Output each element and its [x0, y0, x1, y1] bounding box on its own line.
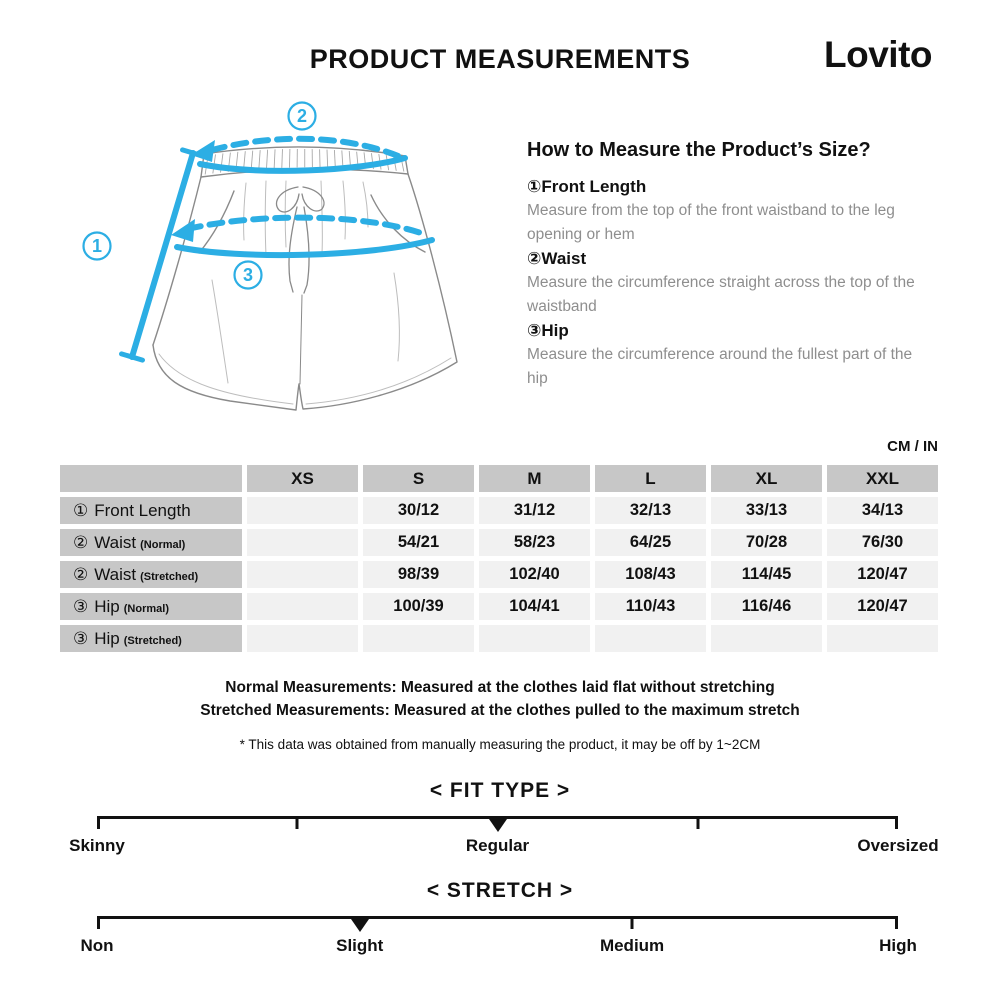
size-value-cell: 70/28 [711, 529, 822, 556]
drawstring [276, 187, 323, 293]
size-col-header: L [595, 465, 706, 492]
hip-solid-line [177, 240, 432, 255]
scale-label: Medium [599, 936, 665, 955]
item-name: Hip [541, 321, 569, 340]
size-col-header: XL [711, 465, 822, 492]
item-name: Front Length [541, 177, 647, 196]
size-value-cell: 98/39 [363, 561, 474, 588]
size-value-cell: 100/39 [363, 593, 474, 620]
size-value-cell [595, 625, 706, 652]
row-label: Front Length [94, 501, 191, 520]
brand-logo: Lovito [824, 34, 932, 75]
stretch-title: < STRETCH > [426, 879, 574, 902]
size-value-cell: 64/25 [595, 529, 706, 556]
how-to-item [527, 247, 927, 318]
size-value-cell: 58/23 [479, 529, 590, 556]
item-desc: Measure from the top of the front waistband to the leg opening or hem [527, 202, 895, 243]
callout-hip [235, 262, 262, 289]
size-value-cell: 33/13 [711, 497, 822, 524]
unit-label: CM / IN [887, 438, 938, 455]
size-value-cell: 31/12 [479, 497, 590, 524]
scale-tick [296, 816, 299, 829]
size-value-cell: 32/13 [595, 497, 706, 524]
row-sub-label: (Stretched) [123, 635, 182, 647]
scale-tick [97, 816, 100, 829]
size-value-cell: 116/46 [711, 593, 822, 620]
size-value-cell [247, 497, 358, 524]
size-col-header: XXL [827, 465, 938, 492]
callout-waist [289, 103, 316, 130]
front-length-line [132, 153, 193, 357]
note-stretched: Stretched Measurements: Measured at the clothes pulled to the maximum stretch [200, 702, 800, 719]
scale-label: Non [80, 936, 114, 955]
size-value-cell: 104/41 [479, 593, 590, 620]
size-value-cell: 34/13 [827, 497, 938, 524]
size-col-header: S [363, 465, 474, 492]
size-value-cell: 120/47 [827, 593, 938, 620]
disclaimer-note: * This data was obtained from manually measuring the product, it may be off by 1~2CM [239, 737, 761, 752]
scale-label: Skinny [69, 836, 125, 855]
fit-type-title: < FIT TYPE > [429, 779, 571, 802]
scale-label: High [879, 936, 917, 955]
how-to-measure-section [527, 139, 927, 391]
scale-tick [895, 916, 898, 929]
row-label-cell [60, 593, 242, 620]
scale-tick [895, 816, 898, 829]
scale-tick [97, 916, 100, 929]
row-label: Hip [94, 629, 120, 648]
row-num: ③ [73, 629, 89, 648]
row-label-cell [60, 497, 242, 524]
item-desc: Measure the circumference straight across the top of the waistband [527, 274, 915, 315]
item-num: ③ [527, 321, 542, 340]
size-value-cell: 102/40 [479, 561, 590, 588]
measurement-notes [0, 676, 1000, 722]
page-title: PRODUCT MEASUREMENTS [309, 44, 691, 74]
stretch-track [97, 916, 898, 919]
size-value-cell [711, 625, 822, 652]
size-value-cell [363, 625, 474, 652]
how-to-heading: How to Measure the Product’s Size? [527, 139, 871, 161]
waist-solid-line [200, 158, 405, 171]
scale-label: Oversized [857, 836, 939, 855]
note-normal: Normal Measurements: Measured at the clothes laid flat without stretching [225, 679, 775, 696]
row-num: ③ [73, 597, 89, 616]
size-value-cell [827, 625, 938, 652]
size-value-cell: 110/43 [595, 593, 706, 620]
fit-type-labels [69, 836, 939, 858]
scale-marker-icon [351, 919, 369, 932]
callout-front-length [84, 233, 111, 260]
scale-label: Regular [465, 836, 530, 855]
fit-type-track [97, 816, 898, 819]
size-value-cell: 76/30 [827, 529, 938, 556]
size-col-header: M [479, 465, 590, 492]
how-to-item [527, 319, 927, 390]
row-sub-label: (Normal) [123, 603, 169, 615]
item-desc: Measure the circumference around the fullest part of the hip [527, 346, 913, 387]
row-label-cell [60, 529, 242, 556]
row-num: ① [73, 501, 89, 520]
scale-tick [631, 916, 634, 929]
shorts-outline [153, 147, 457, 410]
how-to-item [527, 175, 927, 246]
row-sub-label: (Normal) [140, 539, 186, 551]
row-label: Waist [94, 533, 137, 552]
row-sub-label: (Stretched) [140, 571, 199, 583]
item-num: ② [527, 249, 542, 268]
callout-2-num: 2 [296, 106, 308, 126]
item-num: ① [527, 177, 542, 196]
size-value-cell [479, 625, 590, 652]
callout-1-num: 1 [91, 236, 103, 256]
size-col-header: XS [247, 465, 358, 492]
row-num: ② [73, 533, 89, 552]
size-value-cell [247, 561, 358, 588]
scale-label: Slight [336, 936, 384, 955]
stretch-labels [80, 936, 917, 958]
item-name: Waist [541, 249, 587, 268]
size-value-cell [247, 529, 358, 556]
size-value-cell: 114/45 [711, 561, 822, 588]
hip-dashed-line [188, 218, 424, 234]
row-label-cell [60, 561, 242, 588]
row-num: ② [73, 565, 89, 584]
waist-dashed-line [212, 139, 403, 158]
size-table [60, 465, 938, 652]
shorts-diagram [60, 95, 500, 435]
size-value-cell: 120/47 [827, 561, 938, 588]
row-label: Waist [94, 565, 137, 584]
row-label-cell [60, 625, 242, 652]
row-label: Hip [94, 597, 120, 616]
scale-marker-icon [489, 819, 507, 832]
callout-3-num: 3 [242, 265, 254, 285]
size-value-cell: 54/21 [363, 529, 474, 556]
size-value-cell [247, 625, 358, 652]
size-value-cell: 30/12 [363, 497, 474, 524]
size-value-cell [247, 593, 358, 620]
scale-tick [696, 816, 699, 829]
table-corner-cell [60, 465, 242, 492]
size-value-cell: 108/43 [595, 561, 706, 588]
